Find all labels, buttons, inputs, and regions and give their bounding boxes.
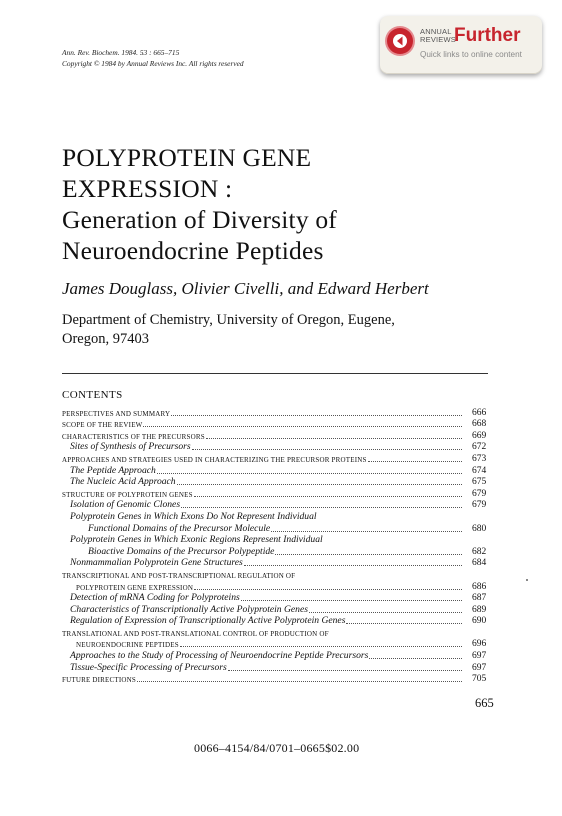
toc-entry-page: 669 (472, 430, 487, 441)
toc-entry-label: Regulation of Expression of Transcriptionally Active Polyprotein Genes (70, 615, 346, 627)
toc-entry-page: 705 (472, 674, 487, 685)
toc-entry-page: 690 (472, 616, 487, 627)
toc-leader-dots (194, 496, 462, 497)
toc-entry-label: Detection of mRNA Coding for Polyproteins (70, 592, 240, 604)
toc-entry-label: The Peptide Approach (70, 464, 156, 476)
toc-entry-page: 687 (472, 593, 487, 604)
copyright-notice: Copyright © 1984 by Annual Reviews Inc. All rights reserved (62, 59, 244, 68)
toc-entry-page: 689 (472, 604, 487, 615)
toc-entry-label: Polyprotein Genes in Which Exons Do Not Represent Individual (70, 510, 317, 522)
badge-publisher-name (420, 28, 456, 43)
toc-leader-dots (194, 589, 462, 590)
toc-entry-page: 675 (472, 477, 487, 488)
toc-entry-label: Polyprotein Genes in Which Exonic Regions Represent Individual (70, 534, 323, 546)
toc-entry[interactable] (62, 406, 498, 418)
title-line: Generation of Diversity of (62, 205, 337, 234)
affiliation-line: Oregon, 97403 (62, 331, 149, 347)
toc-leader-dots (241, 600, 462, 601)
toc-leader-dots (206, 438, 462, 439)
toc-leader-dots (192, 449, 462, 450)
toc-entry-page: 679 (472, 500, 487, 511)
title-line: EXPRESSION : (62, 174, 233, 203)
journal-citation: Ann. Rev. Biochem. 1984. 53 : 665–715 (62, 48, 180, 57)
toc-entry[interactable] (62, 673, 498, 685)
toc-entry-label: Tissue-Specific Processing of Precursors (70, 661, 227, 673)
toc-entry[interactable] (62, 510, 498, 522)
toc-entry-label: Bioactive Domains of the Precursor Polypeptide (88, 545, 275, 557)
toc-entry-label: Characteristics of Transcriptionally Active Polyprotein Genes (70, 603, 308, 615)
toc-leader-dots (346, 623, 462, 624)
toc-entry-label: NEUROENDOCRINE PEPTIDES (76, 641, 179, 650)
toc-leader-dots (137, 681, 462, 682)
toc-entry-page: 682 (472, 546, 487, 557)
toc-entry[interactable] (62, 615, 498, 627)
toc-entry-page: 697 (472, 662, 487, 673)
toc-leader-dots (369, 658, 462, 659)
toc-entry-label: TRANSCRIPTIONAL AND POST-TRANSCRIPTIONAL REGULATION OF (62, 571, 296, 580)
toc-entry-page: 679 (472, 488, 487, 499)
toc-leader-dots (271, 531, 462, 532)
toc-leader-dots (244, 565, 462, 566)
toc-entry[interactable] (62, 580, 498, 592)
toc-entry-page: 680 (472, 523, 487, 534)
badge-further-label: Further (454, 25, 521, 46)
toc-entry[interactable] (62, 499, 498, 511)
toc-entry[interactable] (62, 661, 498, 673)
toc-entry-label: The Nucleic Acid Approach (70, 476, 176, 488)
toc-entry-label: SCOPE OF THE REVIEW (62, 421, 143, 430)
toc-entry[interactable] (62, 522, 498, 534)
toc-entry[interactable] (62, 429, 498, 441)
toc-entry-page: 696 (472, 639, 487, 650)
author-list: James Douglass, Olivier Civelli, and Edward Herbert (62, 279, 429, 298)
journal-info (62, 47, 244, 69)
toc-leader-dots (180, 646, 462, 647)
toc-entry[interactable] (62, 452, 498, 464)
toc-entry-page: 686 (472, 581, 487, 592)
toc-leader-dots (157, 473, 462, 474)
further-badge[interactable] (380, 16, 542, 74)
affiliation-line: Department of Chemistry, University of Oregon, Eugene, (62, 312, 395, 328)
contents-heading: CONTENTS (62, 389, 123, 401)
badge-subtitle: Quick links to online content (420, 50, 522, 59)
toc-entry[interactable] (62, 418, 498, 430)
toc-entry-label: Isolation of Genomic Clones (70, 499, 181, 511)
title-line: POLYPROTEIN GENE (62, 143, 312, 172)
toc-entry[interactable] (62, 545, 498, 557)
toc-entry-label: TRANSLATIONAL AND POST-TRANSLATIONAL CONTROL OF PRODUCTION OF (62, 629, 329, 638)
toc-entry[interactable] (62, 638, 498, 650)
toc-entry[interactable] (62, 464, 498, 476)
article-title (62, 142, 337, 266)
toc-entry[interactable] (62, 557, 498, 569)
toc-entry-page: 666 (472, 407, 487, 418)
stray-mark (526, 579, 528, 581)
toc-entry[interactable] (62, 441, 498, 453)
page-number: 665 (475, 696, 494, 710)
toc-leader-dots (309, 612, 462, 613)
toc-entry-page: 673 (472, 453, 487, 464)
badge-reviews-label: REVIEWS (420, 34, 456, 44)
toc-entry[interactable] (62, 534, 498, 546)
toc-entry-label: STRUCTURE OF POLYPROTEIN GENES (62, 490, 193, 499)
section-divider (62, 373, 488, 374)
toc-entry[interactable] (62, 568, 498, 580)
toc-entry-label: Approaches to the Study of Processing of Neuroendocrine Peptide Precursors (70, 650, 369, 662)
toc-entry[interactable] (62, 603, 498, 615)
toc-leader-dots (275, 554, 462, 555)
toc-entry-page: 674 (472, 465, 487, 476)
table-of-contents (62, 406, 498, 684)
toc-leader-dots (228, 670, 462, 671)
toc-entry-page: 668 (472, 419, 487, 430)
toc-entry-label: Functional Domains of the Precursor Molecule (88, 522, 271, 534)
toc-entry[interactable] (62, 487, 498, 499)
toc-leader-dots (368, 461, 462, 462)
toc-entry-label: Sites of Synthesis of Precursors (70, 441, 191, 453)
badge-annual-label: ANNUAL (420, 27, 452, 36)
toc-entry-page: 697 (472, 651, 487, 662)
arrow-left-icon (387, 28, 413, 54)
author-affiliation (62, 311, 395, 349)
toc-entry-label: Nonmammalian Polyprotein Gene Structures (70, 557, 243, 569)
toc-entry[interactable] (62, 626, 498, 638)
toc-entry-page: 684 (472, 558, 487, 569)
article-code: 0066–4154/84/0701–0665$02.00 (194, 741, 360, 755)
toc-entry-label: CHARACTERISTICS OF THE PRECURSORS (62, 432, 205, 441)
toc-leader-dots (177, 484, 462, 485)
toc-leader-dots (143, 426, 462, 427)
title-line: Neuroendocrine Peptides (62, 236, 324, 265)
toc-entry-label: POLYPROTEIN GENE EXPRESSION (76, 583, 194, 592)
toc-entry[interactable] (62, 476, 498, 488)
toc-entry-label: APPROACHES AND STRATEGIES USED IN CHARACTERIZING THE PRECURSOR PROTEINS (62, 455, 367, 464)
toc-entry-page: 672 (472, 442, 487, 453)
toc-entry-label: PERSPECTIVES AND SUMMARY (62, 409, 171, 418)
toc-leader-dots (171, 415, 462, 416)
toc-entry[interactable] (62, 592, 498, 604)
toc-leader-dots (181, 507, 462, 508)
toc-entry[interactable] (62, 649, 498, 661)
toc-entry-label: FUTURE DIRECTIONS (62, 676, 136, 685)
